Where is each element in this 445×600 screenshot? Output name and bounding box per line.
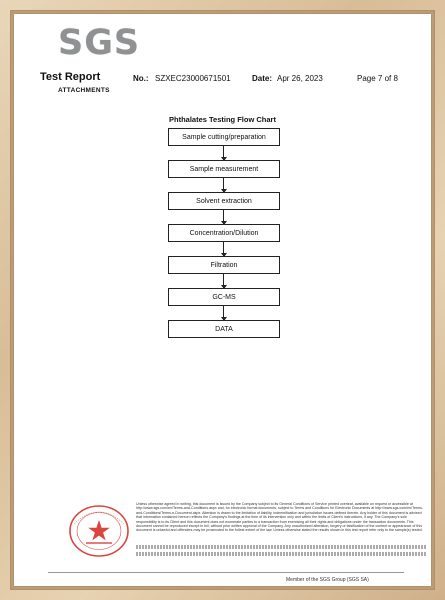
flow-arrow [223,210,224,224]
flow-arrow [223,242,224,256]
flow-step-sample-preparation: Sample cutting/preparation [168,128,280,146]
report-number-label: No.: [133,74,149,83]
footer [66,502,424,578]
address-line-cn [136,552,426,556]
report-date: Apr 26, 2023 [277,74,323,83]
report-subtitle: ATTACHMENTS [58,87,110,94]
flow-step-concentration: Concentration/Dilution [168,224,280,242]
flow-arrow [223,306,224,320]
flow-arrow [223,146,224,160]
member-statement: Member of the SGS Group (SGS SA) [286,577,369,583]
flow-step-gc-ms: GC-MS [168,288,280,306]
document-page [14,14,431,586]
sgs-logo: SGS [58,23,141,63]
company-seal-stamp [66,502,134,564]
flow-step-sample-measurement: Sample measurement [168,160,280,178]
report-number: SZXEC23000671501 [155,74,231,83]
flow-chart-title: Phthalates Testing Flow Chart [169,115,276,124]
legal-disclaimer: Unless otherwise agreed in writing, this document is issued by the Company subject to its General Conditions of Service printed overleaf, available on request or accessible at http://www.sgs.com/en/Terms-and-Conditions.aspx and, for electronic format documents, subject to Terms and Conditions for Electronic Documents at http://www.sgs.com/en/Terms-and-Conditions/Terms-e-Document.aspx. Attention is drawn to the limitation of liability, indemnification and jurisdiction issues defined therein. Any holder of this document is advised that information contained hereon reflects the Company's findings at the time of its intervention only and within the limits of Client's instructions, if any. The Company's sole responsibility is to its Client and this document does not exonerate parties to a transaction from exercising all their rights and obligations under the transaction documents. This document cannot be reproduced except in full, without prior written approval of the Company. Any unauthorized alteration, forgery or falsification of the content or appearance of this document is unlawful and offenders may be prosecuted to the fullest extent of the law. Unless otherwise stated the results shown in this test report refer only to the sample(s) tested. [136,502,424,533]
flow-arrow [223,274,224,288]
report-title: Test Report [40,71,101,83]
flow-arrow [223,178,224,192]
flow-step-data: DATA [168,320,280,338]
footer-divider [48,572,404,573]
flow-step-solvent-extraction: Solvent extraction [168,192,280,210]
address-line-en [136,545,426,549]
page-number: Page 7 of 8 [357,74,398,83]
flow-step-filtration: Filtration [168,256,280,274]
report-date-label: Date: [252,74,273,83]
